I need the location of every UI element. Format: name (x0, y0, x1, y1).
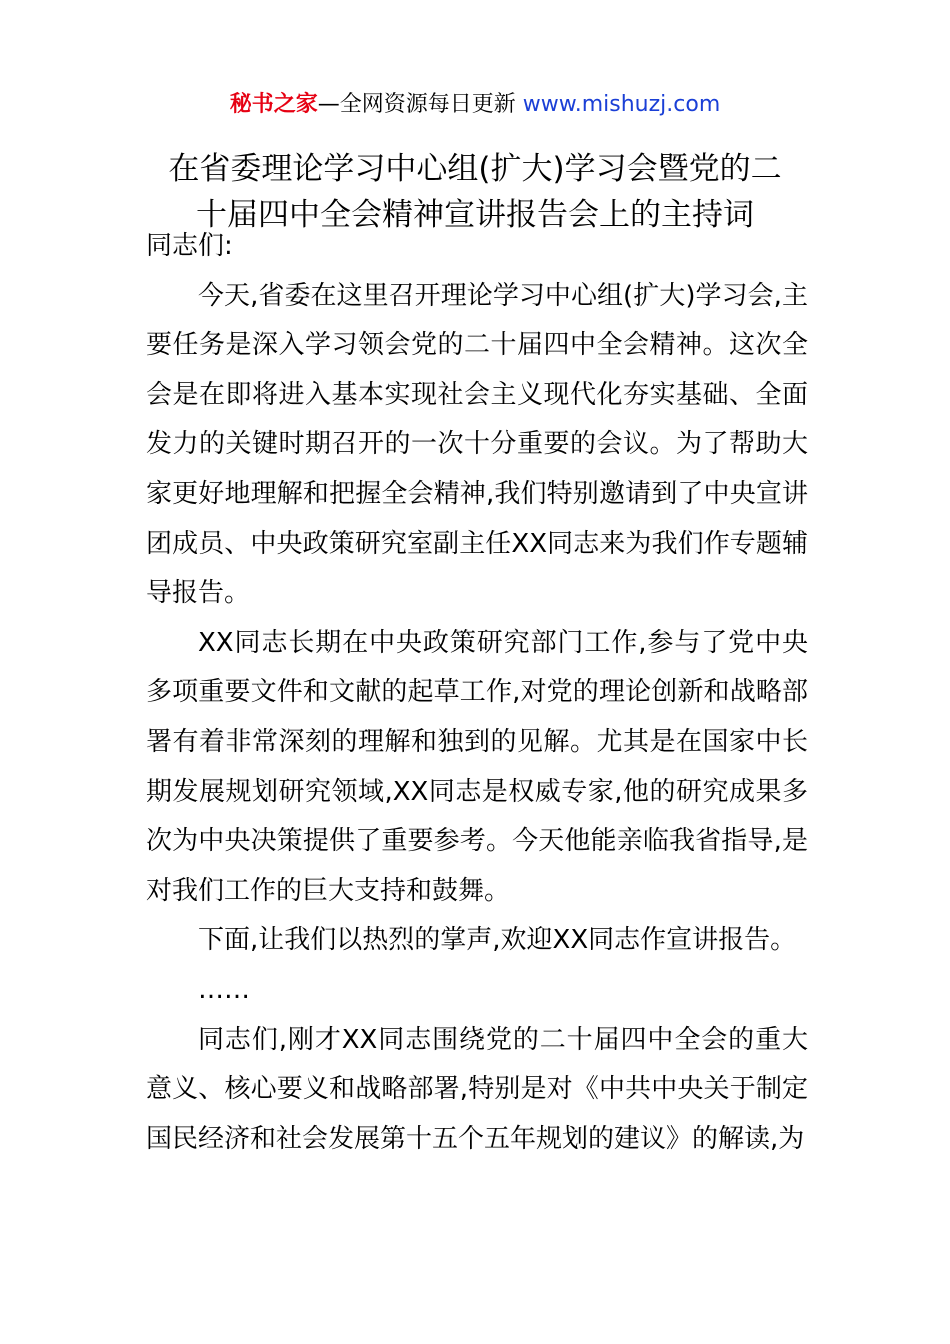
paragraph-2: XX同志长期在中央政策研究部门工作,参与了党中央多项重要文件和文献的起草工作,对党的理论创新和战略部署有着非常深刻的理解和独到的见解。尤其是在国家中长期发展规划研究领域,XX同志是权威专家,他的研究成果多次为中央决策提供了重要参考。今天他能亲临我省指导,是对我们工作的巨大支持和鼓舞。 (146, 627, 808, 906)
document-body (146, 222, 808, 1164)
title-line-2: 十届四中全会精神宣讲报告会上的主持词 (196, 197, 754, 233)
paragraph-3: 下面,让我们以热烈的掌声,欢迎XX同志作宣讲报告。 (198, 925, 797, 956)
paragraph-ellipsis: …… (198, 974, 250, 1005)
paragraph-4: 同志们,刚才XX同志围绕党的二十届四中全会的重大意义、核心要义和战略部署,特别是对《中共中央关于制定国民经济和社会发展第十五个五年规划的建议》的解读,为 (146, 1024, 808, 1154)
site-tagline: —全网资源每日更新 (317, 92, 523, 117)
site-header (0, 88, 950, 122)
site-url-link[interactable]: www.mishuzj.com (522, 92, 721, 117)
salutation: 同志们: (146, 231, 233, 261)
site-brand: 秘书之家 (229, 92, 318, 117)
title-line-1: 在省委理论学习中心组(扩大)学习会暨党的二 (168, 151, 782, 187)
paragraph-1: 今天,省委在这里召开理论学习中心组(扩大)学习会,主要任务是深入学习领会党的二十届四中全会精神。这次全会是在即将进入基本实现社会主义现代化夯实基础、全面发力的关键时期召开的一次十分重要的会议。为了帮助大家更好地理解和把握全会精神,我们特别邀请到了中央宣讲团成员、中央政策研究室副主任XX同志来为我们作专题辅导报告。 (146, 280, 808, 609)
